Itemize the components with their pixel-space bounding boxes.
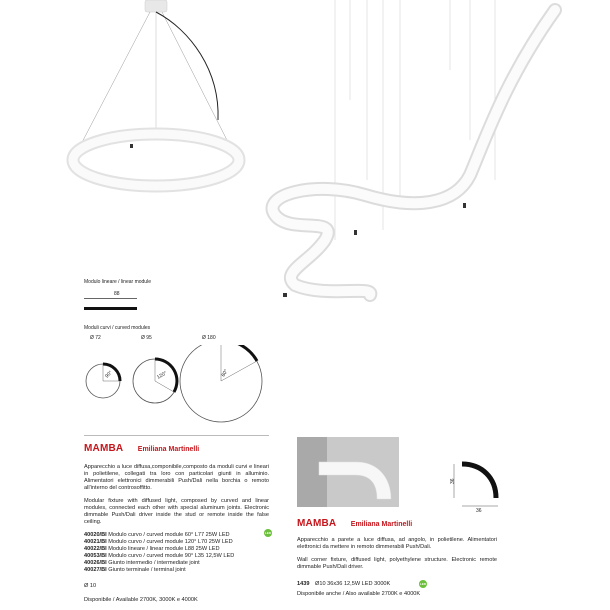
led-badge-icon: LED — [420, 582, 426, 586]
diameter-180: Ø 180 — [202, 335, 216, 341]
right-desc-en: Wall corner fixture, diffused light, polyethylene structure. Electronic remote dimmable Push/Dali driver. — [297, 557, 497, 570]
diameter-72: Ø 72 — [90, 335, 101, 341]
angle-90: 90° — [104, 369, 114, 380]
item-row: 40020/BI Modulo curvo / curved module 60° L77 25W LED — [84, 532, 230, 538]
right-designer: Emiliana Martinelli — [350, 521, 413, 528]
curved-modules-diagram — [76, 345, 266, 435]
item-row: 40027/BI Giunto terminale / terminal joint — [84, 567, 186, 573]
right-spec: Ø10 36x36 12,5W LED 3000K — [315, 581, 391, 587]
linear-module-bar — [84, 307, 137, 310]
angle-60: 60° — [220, 368, 230, 378]
wall-corner-lamp-image — [297, 437, 399, 507]
left-diameter: Ø 10 — [84, 583, 97, 589]
snake-lamp-image — [255, 0, 565, 310]
left-desc-en: Modular fixture with diffused light, composed by curved and linear modules, connected each other with special aluminum joints. Electronic dimmable Push/Dali driver inside the stud or remote inside the false ceiling. — [84, 498, 269, 525]
linear-module-title: Modulo lineare / linear module — [84, 279, 151, 285]
linear-module-dimline — [84, 298, 137, 299]
item-row: 40053/BI Modulo curvo / curved module 90° L35 12,5W LED — [84, 553, 235, 559]
left-product-block — [84, 435, 269, 604]
linear-module-dim: 88 — [114, 291, 120, 297]
led-badge-icon: LED — [265, 531, 271, 535]
angle-120: 120° — [156, 370, 168, 381]
right-spec-row — [297, 581, 497, 588]
right-code: 1439 — [297, 581, 310, 587]
left-title-row — [84, 435, 269, 456]
left-availability: Disponibile / Available 2700K, 3000K e 4000K — [84, 597, 198, 603]
left-title: MAMBA — [84, 443, 124, 454]
curved-modules-title: Moduli curvi / curved modules — [84, 325, 151, 331]
left-desc-it: Apparecchio a luce diffusa,componibile,composto da moduli curvi e lineari in polietilene, collegati tra loro con particolari giunti in alluminio. Alimentatori elettronici dimmerabili Push/Dali nella borchia o remoto all'interno del controsoffitto. — [84, 464, 269, 491]
pendant-ring-lamp-image — [60, 0, 250, 200]
right-title-row — [297, 513, 497, 531]
item-row: 40021/BI Modulo curvo / curved module 120° L70 25W LED — [84, 539, 233, 545]
right-desc-it: Apparecchio a parete a luce diffusa, ad angolo, in polietilene. Alimentatori elettronici da mettere in remoto dimmerabili Push/Dali. — [297, 537, 497, 550]
dim-width: 36 — [476, 508, 482, 512]
left-designer: Emiliana Martinelli — [137, 446, 200, 453]
item-row: 40026/BI Giunto intermedio / intermediate joint — [84, 560, 200, 566]
left-items — [84, 532, 269, 574]
wall-corner-dimension-drawing — [448, 460, 508, 512]
right-availability: Disponibile anche / Also available 2700K e 4000K — [297, 591, 421, 597]
item-row: 40022/BI Modulo lineare / linear module L88 25W LED — [84, 546, 220, 552]
dim-height: 36 — [450, 478, 456, 484]
right-title: MAMBA — [297, 518, 337, 529]
right-product-block — [297, 513, 497, 598]
diameter-95: Ø 95 — [141, 335, 152, 341]
